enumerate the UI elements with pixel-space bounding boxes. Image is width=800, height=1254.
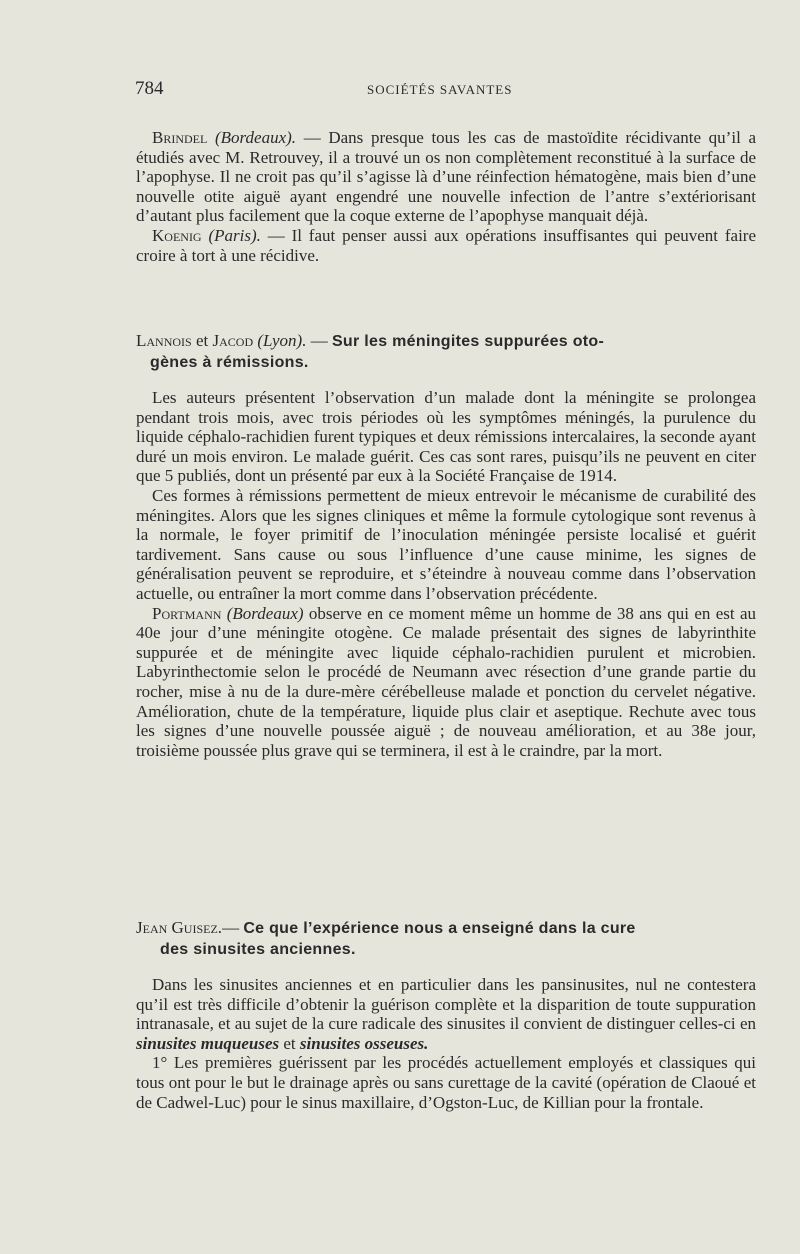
section-heading-lannois-jacod [136,331,756,373]
heading-dash: — [222,918,244,937]
author-name: Portmann [152,603,222,623]
article-title: Sur les méningites suppurées oto- [331,333,605,350]
heading-line-1 [136,331,756,352]
author-city: (Bordeaux). [215,128,297,147]
author-name: Brindel [152,128,208,147]
paragraph-text: Dans les sinusites anciennes et en particulier dans les pansinusites, nul ne contestera qu’il est très difficile d’obtenir la guérison complète et la disparition de toute suppuration intranasale, et au sujet de la cure radicale des sinusites il convient de distinguer celles-ci en [136,975,756,1034]
section-lannois-jacod-body [136,388,756,760]
paragraph-koenig [136,226,756,265]
author-name: Jacod [212,331,254,350]
author-city: (Paris). [208,225,261,245]
paragraph: Les auteurs présentent l’observation d’un malade dont la méningite se prolongea pendant trois mois, avec trois périodes où les symptômes méningés, la purulence du liquide céphalo-rachidien furent typiques et deux rémissions intercalaires, la seconde ayant duré un mois environ. Le malade guérit. Ces cas sont rares, puisqu’ils ne peuvent en citer que 5 publiés, dont un présenté par eux à la Société Française de 1914. [136,388,756,486]
paragraph-text: observe en ce moment même un homme de 38 ans qui en est au 40e jour d’une méningite otogène. Ce malade présentait des signes de labyrinthite suppurée et de méningite avec liquide céphalo-rachidien purulent et microbien. Labyrinthectomie selon le procédé de Neumann avec résection d’une grande partie du rocher, mise à nu de la dure-mère cérébelleuse malade et ponction du cervelet négative. Amélioration, chute de la température, liquide plus clair et aseptique. Rechute avec tous les signes d’une nouvelle poussée aiguë ; de nouveau amélioration, et au 38e jour, troisième poussée plus grave qui se terminera, il est à le craindre, par la mort. [136,603,756,760]
page-number: 784 [135,78,164,99]
author-name: Koenig [152,225,202,245]
section-brindel-koenig [136,128,756,265]
article-title: Ce que l’expérience nous a enseigné dans la cure [243,920,636,937]
author-name: Lannois [136,331,192,350]
paragraph-text: — Dans presque tous les cas de mastoïdite récidivante qu’il a étudiés avec M. Retrouvey, il a trouvé un os non complètement reconstitué à la surface de l’apophyse. Il ne croit pas qu’il s’agisse là d’une réinfection hématogène, mais bien d’une nouvelle otite aiguë ayant engendré une nouvelle infection de l’antre s’extériorisant d’autant plus facilement que la coque externe de l’apophyse manquait déjà. [136,128,756,226]
heading-line-2 [136,352,756,373]
conjunction: et [279,1033,300,1053]
paragraph: 1° Les premières guérissent par les procédés actuellement employés et classiques qui tous ont pour le but le drainage après ou sans curettage de la cavité (opération de Claoué et de Cadwel-Luc) pour le sinus maxillaire, d’Ogston-Luc, de Killian pour la frontale. [136,1053,756,1112]
author-name: Jean Guisez. [136,918,223,937]
article-title-cont: des sinusites anciennes. [160,941,356,958]
emphasis-term: sinusites muqueuses [136,1033,280,1053]
paragraph-brindel [136,128,756,226]
heading-line-2 [136,939,756,960]
author-join: et [191,331,213,350]
paragraph: Ces formes à rémissions permettent de mieux entrevoir le mécanisme de curabilité des méningites. Alors que les signes cliniques et même la formule cytologique sont revenus à la normale, le foyer primitif de l’inoculation méningée persiste localisé et guérit tardivement. Sans cause ou sous l’influence d’une cause minime, les signes de généralisation peuvent se reproduire, et s’éteindre à nouveau comme dans l’observation actuelle, ou entraîner la mort comme dans l’observation précédente. [136,485,756,603]
emphasis-term: sinusites osseuses. [299,1033,429,1053]
heading-line-1 [136,918,756,939]
page-header [135,78,755,104]
section-heading-guisez [136,918,756,960]
paragraph-text: — Il faut penser aussi aux opérations insuffisantes qui peuvent faire croire à tort à une récidive. [136,225,756,265]
heading-dash: — [306,331,332,350]
running-head: SOCIÉTÉS SAVANTES [367,82,513,97]
paragraph-portmann [136,604,756,761]
paragraph [136,975,756,1053]
author-city: (Bordeaux) [226,603,304,623]
section-guisez-body [136,975,756,1112]
article-title-cont: gènes à rémissions. [150,354,309,371]
author-city: (Lyon). [257,331,307,350]
